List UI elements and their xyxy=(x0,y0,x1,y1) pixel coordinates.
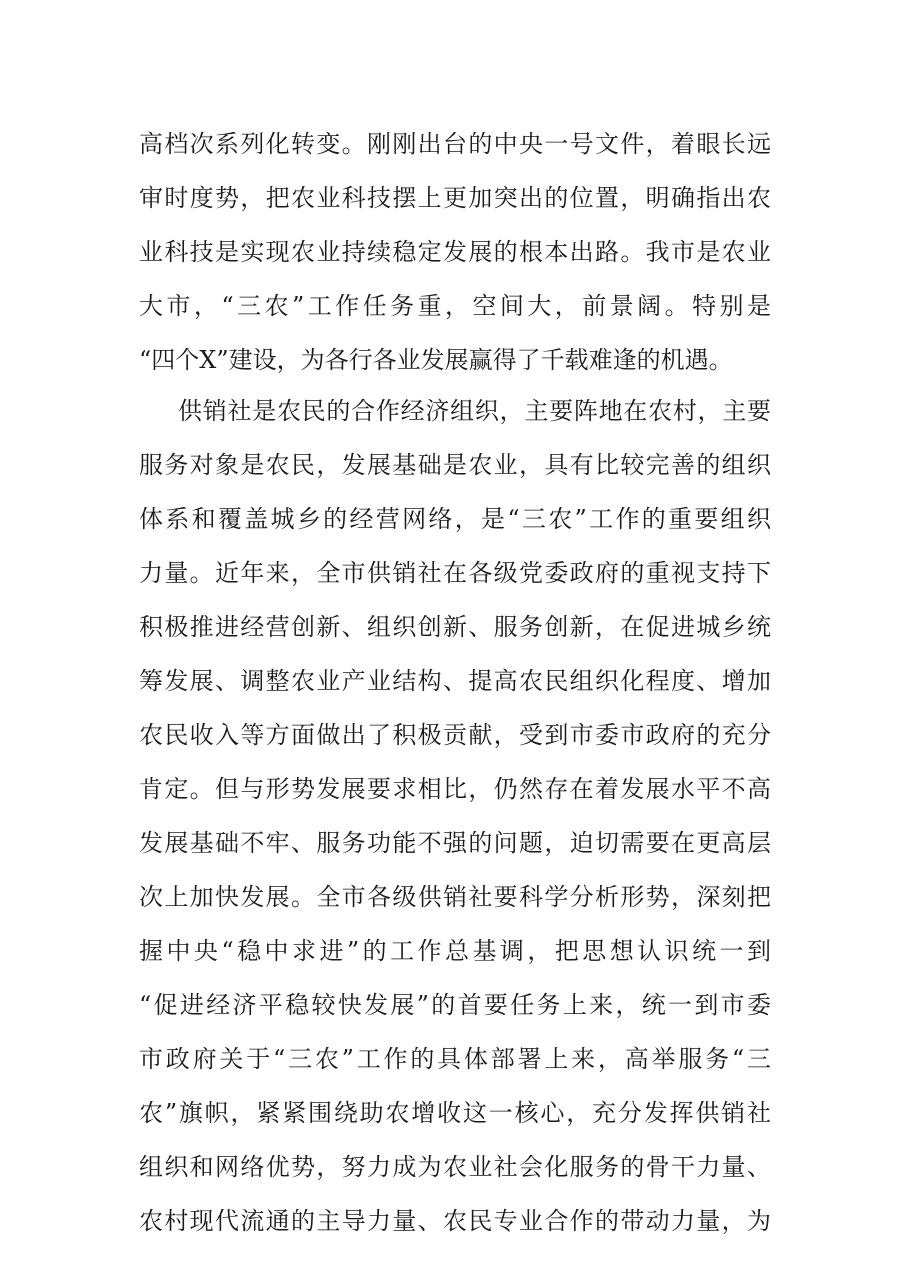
text-line: 筹发展、调整农业产业结构、提高农民组织化程度、增加 xyxy=(139,667,771,695)
text-line: 发展基础不牢、服务功能不强的问题，迫切需要在更高层 xyxy=(139,829,771,857)
text-line: 握中央“稳中求进”的工作总基调，把思想认识统一到 xyxy=(139,937,771,965)
text-line: 审时度势，把农业科技摆上更加突出的位置，明确指出农 xyxy=(139,184,771,212)
text-line: 农村现代流通的主导力量、农民专业合作的带动力量，为 xyxy=(139,1207,771,1235)
text-line: “四个X”建设，为各行各业发展赢得了千载难逢的机遇。 xyxy=(139,346,733,374)
text-line: 力量。近年来，全市供销社在各级党委政府的重视支持下 xyxy=(139,559,771,587)
text-line: 体系和覆盖城乡的经营网络，是“三农”工作的重要组织 xyxy=(139,505,771,533)
text-line: 组织和网络优势，努力成为农业社会化服务的骨干力量、 xyxy=(139,1153,771,1181)
text-line: 供销社是农民的合作经济组织，主要阵地在农村，主要 xyxy=(178,397,771,425)
text-line: 业科技是实现农业持续稳定发展的根本出路。我市是农业 xyxy=(139,238,771,266)
text-line: 服务对象是农民，发展基础是农业，具有比较完善的组织 xyxy=(139,451,771,479)
text-line: 肯定。但与形势发展要求相比，仍然存在着发展水平不高 xyxy=(139,775,771,803)
text-line: 农”旗帜，紧紧围绕助农增收这一核心，充分发挥供销社 xyxy=(139,1099,771,1127)
text-line: 积极推进经营创新、组织创新、服务创新，在促进城乡统 xyxy=(139,613,771,641)
text-line: “促进经济平稳较快发展”的首要任务上来，统一到市委 xyxy=(139,991,771,1019)
text-line: 农民收入等方面做出了积极贡献，受到市委市政府的充分 xyxy=(139,721,771,749)
text-line: 高档次系列化转变。刚刚出台的中央一号文件，着眼长远 xyxy=(139,130,771,158)
text-line: 市政府关于“三农”工作的具体部署上来，高举服务“三 xyxy=(139,1045,771,1073)
text-line: 大市，“三农”工作任务重，空间大，前景阔。特别是 xyxy=(139,292,771,320)
text-line: 次上加快发展。全市各级供销社要科学分析形势，深刻把 xyxy=(139,883,771,911)
